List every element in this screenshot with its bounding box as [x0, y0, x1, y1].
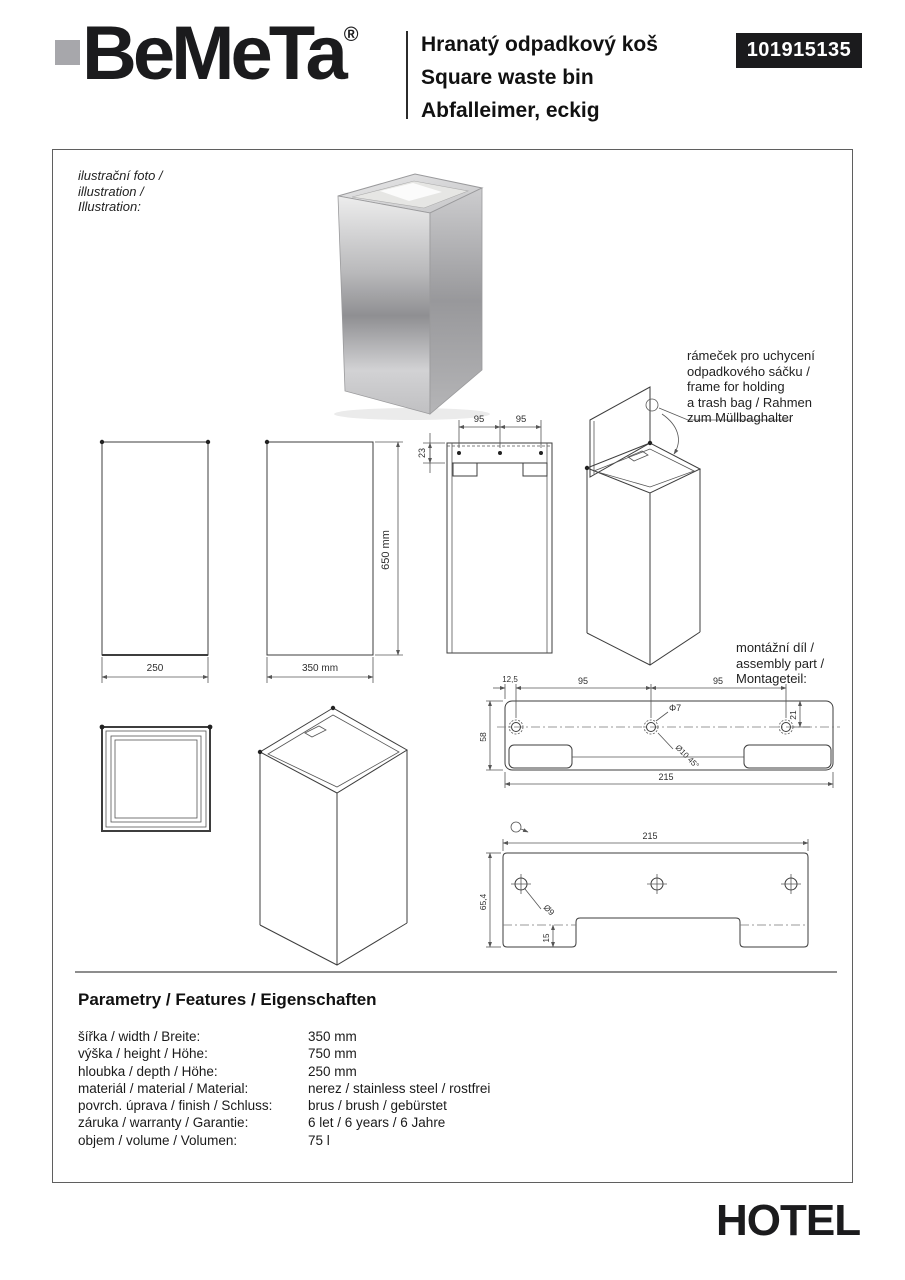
drawing-isometric-open — [258, 706, 407, 965]
header-divider — [406, 31, 408, 119]
param-label: výška / height / Höhe: — [78, 1046, 208, 1062]
param-value: 750 mm — [308, 1046, 357, 1062]
parameters-table — [78, 1028, 490, 1149]
table-row — [78, 1063, 490, 1080]
table-row — [78, 1045, 490, 1062]
section-separator — [75, 971, 837, 973]
table-row — [78, 1114, 490, 1131]
assembly-annotation-line: Montageteil: — [736, 671, 807, 686]
table-row — [78, 1080, 490, 1097]
drawing-plan-view — [100, 725, 213, 831]
illustration-label-line: ilustrační foto / — [78, 168, 163, 183]
param-label: šířka / width / Breite: — [78, 1029, 201, 1044]
frame-annotation-line: zum Müllbaghalter — [687, 410, 794, 425]
drawing-assembly-plate-bottom — [478, 822, 808, 947]
dim-p2-215: 215 — [642, 831, 658, 841]
param-label: záruka / warranty / Garantie: — [78, 1115, 249, 1131]
assembly-annotation-line: assembly part / — [736, 655, 825, 671]
param-value: 75 l — [308, 1132, 330, 1148]
param-value: brus / brush / gebürstet — [308, 1098, 447, 1114]
drawing-front-view-250 — [100, 440, 210, 683]
drawing-assembly-plate-top — [478, 675, 840, 788]
dim-23: 23 — [417, 447, 427, 459]
frame-annotation-line: a trash bag / Rahmen — [687, 394, 813, 410]
dim-250: 250 — [146, 663, 164, 674]
dim-15: 15 — [542, 933, 551, 943]
dim-95-right: 95 — [515, 414, 527, 425]
collection-brand: HOTEL — [716, 1196, 861, 1245]
product-titles — [421, 28, 658, 127]
drawing-side-view-350 — [265, 440, 403, 683]
param-label: hloubka / depth / Höhe: — [78, 1063, 218, 1079]
table-row — [78, 1132, 490, 1149]
dim-58: 58 — [478, 732, 488, 742]
product-title-de: Abfalleimer, eckig — [421, 99, 600, 122]
dim-350mm: 350 mm — [301, 663, 339, 674]
dim-21: 21 — [788, 710, 798, 720]
param-label: povrch. úprava / finish / Schluss: — [78, 1098, 273, 1114]
dim-phi9: Ø9 — [541, 902, 557, 918]
dim-95-left: 95 — [473, 414, 485, 425]
parameters-heading: Parametry / Features / Eigenschaften — [78, 990, 377, 1009]
dim-65-4: 65,4 — [478, 893, 488, 911]
frame-annotation-line: rámeček pro uchycení — [687, 348, 815, 363]
dim-p1-95a: 95 — [577, 676, 589, 686]
dim-12-5: 12,5 — [502, 675, 518, 684]
dim-p1-95b: 95 — [712, 676, 724, 686]
param-value: nerez / stainless steel / rostfrei — [308, 1080, 491, 1096]
param-label: materiál / material / Material: — [78, 1080, 249, 1096]
illustration-label-line: illustration / — [78, 183, 144, 199]
product-title-cs: Hranatý odpadkový koš — [421, 33, 658, 56]
illustration-label-line: Illustration: — [78, 199, 141, 214]
table-row — [78, 1097, 490, 1114]
frame-annotation-line: frame for holding — [687, 379, 785, 394]
param-value: 350 mm — [308, 1029, 357, 1044]
param-label: objem / volume / Volumen: — [78, 1132, 238, 1148]
assembly-annotation — [736, 640, 824, 687]
dim-650mm: 650 mm — [380, 530, 392, 570]
frame-annotation-line: odpadkového sáčku / — [687, 363, 810, 379]
param-value: 6 let / 6 years / 6 Jahre — [308, 1115, 446, 1131]
param-value: 250 mm — [308, 1063, 357, 1079]
technical-drawings — [55, 378, 847, 970]
table-row — [78, 1028, 490, 1045]
dim-p1-215: 215 — [658, 772, 674, 782]
drawing-isometric-with-frame — [585, 387, 790, 665]
brand-logo-text: BeMeTa — [82, 11, 344, 96]
product-code-badge: 101915135 — [736, 33, 862, 68]
product-title-en: Square waste bin — [421, 66, 594, 89]
frame-annotation — [687, 348, 815, 426]
registered-trademark-icon: ® — [343, 24, 359, 46]
brand-logo — [82, 11, 359, 96]
dim-countersink: Ø10 45° — [673, 743, 701, 771]
logo-gray-square — [55, 40, 80, 65]
illustration-label — [78, 168, 163, 215]
dim-phi7: Φ7 — [669, 703, 682, 713]
plate2-holes — [511, 874, 801, 894]
assembly-annotation-line: montážní díl / — [736, 640, 815, 655]
drawing-front-view-mounting — [417, 414, 552, 653]
